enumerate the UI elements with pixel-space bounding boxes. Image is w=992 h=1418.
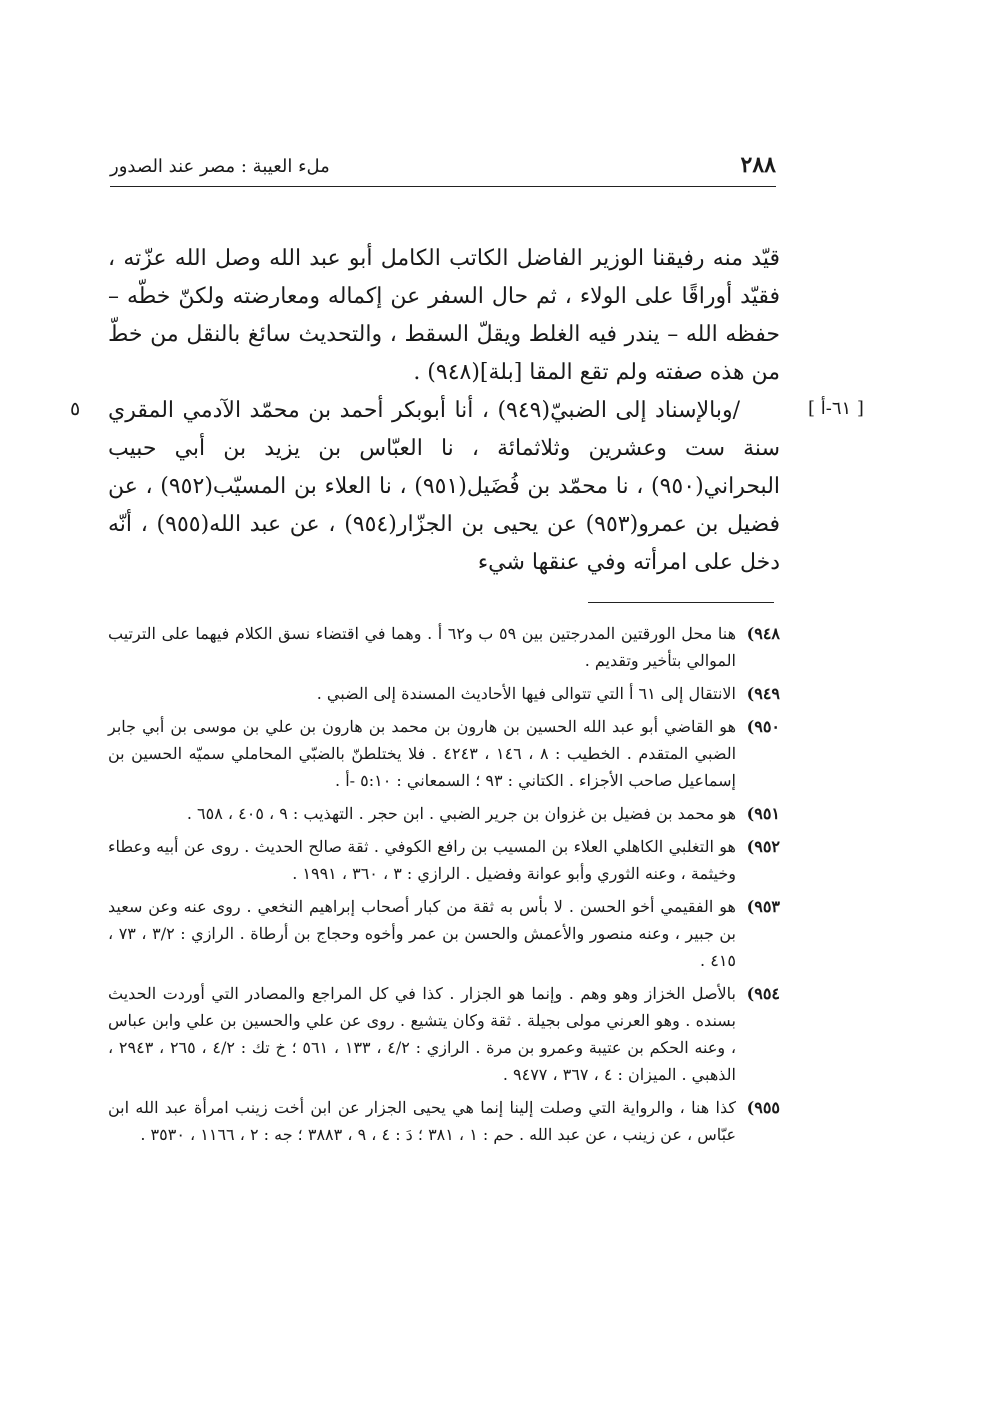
footnote-text: هو القاضي أبو عبد الله الحسين بن هارون بن محمد بن هارون بن علي بن موسى بن أبي جابر الضبي المتقدم . الخطيب : ٨ ، ١٤٦ ، ٤٢٤٣ . فلا يختلطنّ بالضبّي المحاملي سميّه الحسين بن إسماعيل صاحب الأجزاء . الكتاني : ٩٣ ؛ السمعاني : ٥:١٠ -أ . [108, 717, 737, 790]
footnote-text: كذا هنا ، والرواية التي وصلت إلينا إنما هي يحيى الجزار عن ابن أخت زينب امرأة عبد الله ابن عبّاس ، عن زينب ، عن عبد الله . حم : ١ ، ٣٨١ ؛ دَ : ٤ ، ٩ ، ٣٨٨٣ ؛ جه : ٢ ، ١١٦٦ ، ٣٥٣٠ . [108, 1098, 736, 1144]
paragraph-2 [108, 392, 780, 582]
footnote-number: ٩٥٢) [746, 837, 780, 856]
page-number: ٢٨٨ [740, 152, 776, 178]
footnote [108, 800, 780, 827]
footnote-number: ٩٥٥) [746, 1098, 780, 1117]
paragraph-1: قيّد منه رفيقنا الوزير الفاضل الكاتب الكامل أبو عبد الله وصل الله عزّته ، فقيّد أوراقًا على الولاء ، ثم حال السفر عن إكماله ومعارضته ولكنّ خطّه – حفظه الله – يندر فيه الغلط ويقلّ السقط ، والتحديث سائغ بالنقل من خطّ من هذه صفته ولم تقع المقا [بلة](٩٤٨) . [108, 246, 780, 385]
footnote-text: الانتقال إلى ٦١ أ التي تتوالى فيها الأحاديث المسندة إلى الضبي . [316, 684, 736, 703]
footnote-number: ٩٥٣) [746, 897, 780, 916]
footnote-number: ٩٥٠) [746, 717, 780, 736]
running-header [110, 150, 776, 187]
paragraph-2-text: /وبالإسناد إلى الضبيّ(٩٤٩) ، أنا أبوبكر أحمد بن محمّد الآدمي المقري سنة ست وعشرين وثلاثمائة ، نا العبّاس بن يزيد بن أبي حبيب البحراني(٩٥٠) ، نا محمّد بن فُضَيل(٩٥١) ، نا العلاء بن المسيّب(٩٥٢) ، عن فضيل بن عمرو(٩٥٣) عن يحيى بن الجزّار(٩٥٤) ، عن عبد الله(٩٥٥) ، أنّه دخل على امرأته وفي عنقها شيء [108, 398, 781, 575]
footnote-text: هو التغلبي الكاهلي العلاء بن المسيب بن رافع الكوفي . ثقة صالح الحديث . روى عن أبيه وعطاء وخيثمة ، وعنه الثوري وأبو عوانة وفضيل . الرازي : ٣ ، ٣٦٠ ، ١٩٩١ . [108, 837, 736, 883]
footnote [108, 980, 780, 1088]
footnote [108, 620, 780, 674]
footnote-number: ٩٥٤) [746, 984, 780, 1003]
line-number-marker: ٥ [70, 398, 81, 420]
footnote-text: بالأصل الخزاز وهو وهم . وإنما هو الجزار . كذا في كل المراجع والمصادر التي أوردت الحديث بسنده . وهو العرني مولى بجيلة . ثقة وكان يتشيع . روى عن علي والحسين بن علي وابن عباس ، وعنه الحكم بن عتيبة وعمرو بن مرة . الرازي : ٤/٢ ، ١٣٣ ، ٥٦١ ؛ خ تك : ٤/٢ ، ٢٦٥ ، ٢٩٤٣ ، الذهبي . الميزان : ٤ ، ٣٦٧ ، ٩٤٧٧ . [108, 984, 737, 1084]
footnote [108, 833, 780, 887]
footnote-number: ٩٤٨) [746, 624, 780, 643]
footnote-text: هو الفقيمي أخو الحسن . لا بأس به ثقة من كبار أصحاب إبراهيم النخعي . روى عنه وعن سعيد بن جبير ، وعنه منصور والأعمش والحسن بن عمر وأخوه وحجاج بن أرطاة . الرازي : ٣/٢ ، ٧٣ ، ٤١٥ . [108, 897, 737, 970]
footnotes [108, 620, 780, 1154]
running-title: ملء العيبة : مصر عند الصدور [110, 156, 330, 177]
footnote-text: هو محمد بن فضيل بن غزوان بن جرير الضبي . ابن حجر . التهذيب : ٩ ، ٤٠٥ ، ٦٥٨ . [186, 804, 736, 823]
footnote [108, 1094, 780, 1148]
footnote-number: ٩٤٩) [746, 684, 780, 703]
folio-reference: [ ٦١-أ ] [808, 398, 864, 419]
footnote [108, 680, 780, 707]
footnote [108, 713, 780, 794]
footnote-number: ٩٥١) [746, 804, 780, 823]
footnote [108, 893, 780, 974]
footnote-text: هنا محل الورقتين المدرجتين بين ٥٩ ب و٦٢ أ . وهما في اقتضاء نسق الكلام فيهما على الترتيب الموالي بتأخير وتقديم . [108, 624, 737, 670]
footnote-separator [588, 602, 774, 603]
